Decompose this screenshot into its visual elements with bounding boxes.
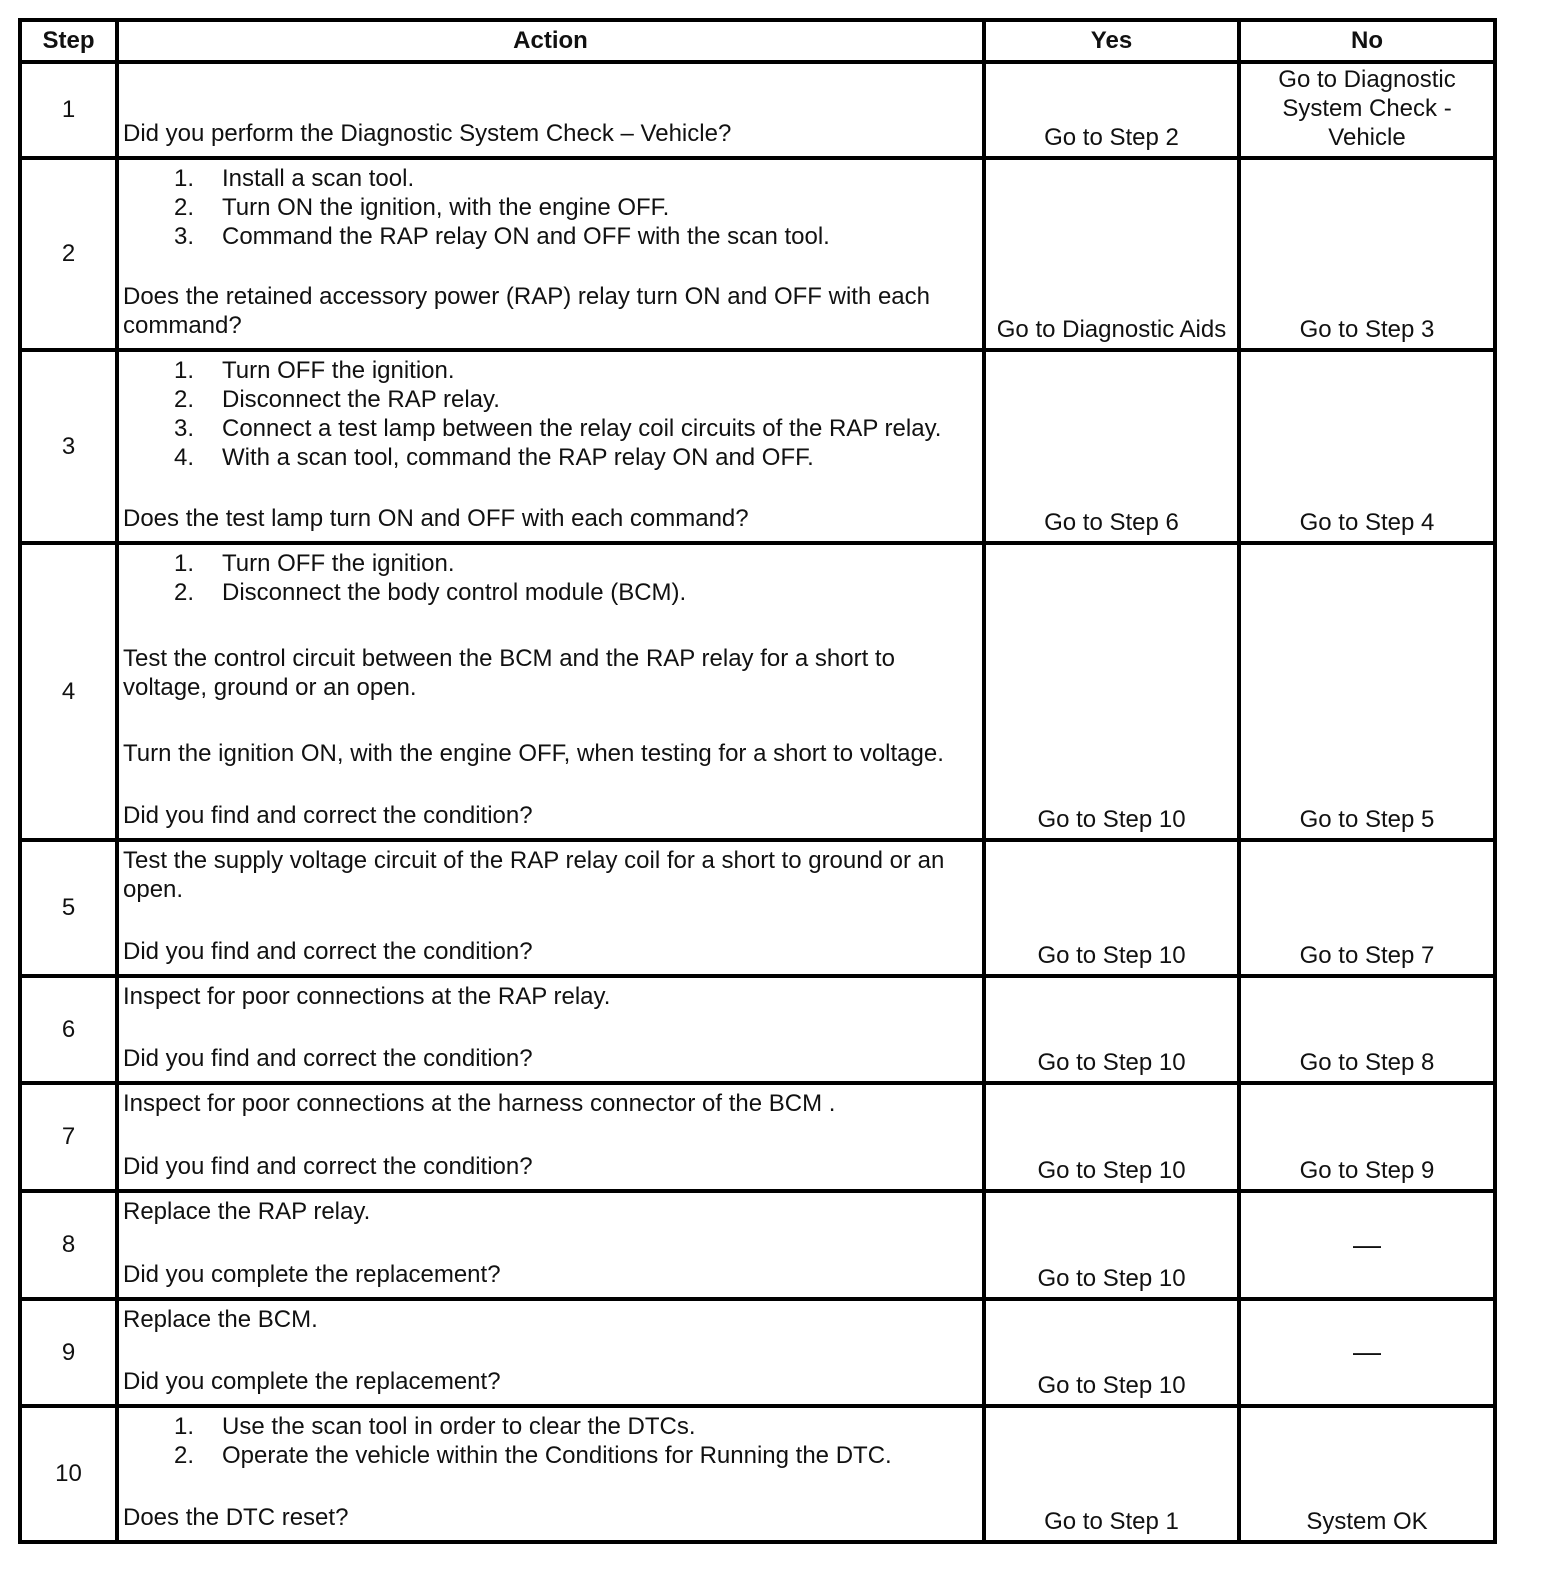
action-step-item [123,1412,976,1441]
table-header-row [20,20,1495,62]
yes-result [984,1191,1239,1299]
action-step-text: Command the RAP relay ON and OFF with the scan tool. [222,223,830,250]
yes-result-text: Go to Step 10 [1037,1372,1186,1399]
no-result-text: Go to Step 4 [1299,509,1435,536]
action-step-number: 1. [173,1413,194,1440]
step-number: 10 [20,1406,117,1542]
no-result [1239,158,1495,350]
header-action: Action [117,20,984,62]
action-step-item [123,222,976,251]
yes-result [984,543,1239,840]
action-steps-list [123,356,976,472]
action-step-text: Turn ON the ignition, with the engine OFF. [222,194,670,221]
yes-result-text: Go to Step 10 [1037,1157,1186,1184]
action-step-item [123,443,976,472]
step-number: 3 [20,350,117,543]
yes-result [984,1083,1239,1191]
yes-result [984,62,1239,158]
action-instruction: Turn the ignition ON, with the engine OFF, when testing for a short to voltage. [123,740,944,767]
yes-result [984,840,1239,976]
action-steps-list [123,1412,976,1470]
no-result-text: — [1353,1228,1381,1260]
yes-result [984,1299,1239,1406]
action-question: Did you find and correct the condition? [123,1045,533,1072]
yes-result-text: Go to Step 1 [1044,1508,1179,1535]
no-result-text: Go to Step 9 [1299,1157,1435,1184]
step-number: 4 [20,543,117,840]
action-steps-list [123,549,976,607]
yes-result-text: Go to Step 10 [1037,1265,1186,1292]
no-result [1239,840,1495,976]
action-question: Did you perform the Diagnostic System Check – Vehicle? [123,120,732,147]
action-instruction: Replace the BCM. [123,1306,318,1333]
action-instruction: Inspect for poor connections at the harness connector of the BCM . [123,1090,836,1117]
action-cell [117,840,984,976]
table-row [20,158,1495,350]
action-step-text: Use the scan tool in order to clear the DTCs. [222,1413,696,1440]
action-step-item [123,578,976,607]
action-step-item [123,1441,976,1470]
action-cell [117,543,984,840]
action-step-number: 4. [173,444,194,471]
no-result [1239,543,1495,840]
table-row [20,350,1495,543]
table-row [20,1191,1495,1299]
no-result [1239,62,1495,158]
header-no: No [1239,20,1495,62]
action-step-text: Disconnect the body control module (BCM). [222,579,687,606]
action-step-number: 1. [173,165,194,192]
no-result [1239,1406,1495,1542]
step-number: 9 [20,1299,117,1406]
table-row [20,840,1495,976]
step-number: 6 [20,976,117,1083]
action-cell [117,1299,984,1406]
action-step-item [123,164,976,193]
yes-result [984,1406,1239,1542]
step-number: 5 [20,840,117,976]
action-step-text: With a scan tool, command the RAP relay ON and OFF. [222,444,814,471]
yes-result-text: Go to Step 10 [1037,1049,1186,1076]
action-step-text: Turn OFF the ignition. [222,550,455,577]
step-number: 7 [20,1083,117,1191]
action-step-number: 2. [173,1442,194,1469]
yes-result-text: Go to Diagnostic Aids [996,316,1227,343]
yes-result [984,350,1239,543]
action-step-item [123,385,976,414]
action-cell [117,62,984,158]
table-row [20,543,1495,840]
yes-result-text: Go to Step 10 [1037,942,1186,969]
header-step: Step [20,20,117,62]
no-result-text: Go to Step 8 [1299,1049,1435,1076]
action-step-number: 3. [173,415,194,442]
no-result-text: — [1353,1336,1381,1367]
table-row [20,1299,1495,1406]
action-cell [117,158,984,350]
action-step-number: 2. [173,194,194,221]
action-step-text: Operate the vehicle within the Conditions for Running the DTC. [222,1442,892,1469]
action-cell [117,1083,984,1191]
table-body [20,62,1495,1542]
action-instruction: Test the control circuit between the BCM and the RAP relay for a short to voltage, ground or an open. [123,645,895,701]
table-row [20,976,1495,1083]
no-result [1239,1083,1495,1191]
action-question: Does the retained accessory power (RAP) relay turn ON and OFF with each command? [123,283,930,339]
action-step-item [123,414,976,443]
action-question: Did you complete the replacement? [123,1261,501,1288]
action-question: Did you find and correct the condition? [123,802,533,829]
no-result-text: Go to Step 3 [1299,316,1435,343]
diagnostic-table-wrapper [18,18,1497,1544]
step-number: 8 [20,1191,117,1299]
no-result [1239,976,1495,1083]
table-row [20,62,1495,158]
action-step-item [123,549,976,578]
action-step-number: 2. [173,386,194,413]
yes-result-text: Go to Step 6 [1044,509,1179,536]
no-result [1239,1299,1495,1406]
yes-result-text: Go to Step 2 [1044,124,1179,151]
action-steps-list [123,164,976,251]
action-question: Does the test lamp turn ON and OFF with each command? [123,505,749,532]
no-result [1239,350,1495,543]
table-row [20,1406,1495,1542]
yes-result [984,158,1239,350]
action-question: Did you complete the replacement? [123,1368,501,1395]
action-step-item [123,193,976,222]
diagnostic-table [18,18,1497,1544]
action-step-text: Connect a test lamp between the relay coil circuits of the RAP relay. [222,415,942,442]
yes-result [984,976,1239,1083]
action-cell [117,1191,984,1299]
yes-result-text: Go to Step 10 [1037,806,1186,833]
action-instruction: Replace the RAP relay. [123,1198,371,1225]
action-cell [117,976,984,1083]
action-step-text: Disconnect the RAP relay. [222,386,500,413]
action-step-number: 1. [173,550,194,577]
header-yes: Yes [984,20,1239,62]
action-question: Did you find and correct the condition? [123,938,533,965]
action-step-number: 2. [173,579,194,606]
action-step-number: 3. [173,223,194,250]
no-result-text: Go to Step 5 [1299,806,1435,833]
action-question: Does the DTC reset? [123,1504,349,1531]
no-result-text: Go to Diagnostic System Check - Vehicle [1278,66,1456,151]
action-question: Did you find and correct the condition? [123,1153,533,1180]
step-number: 1 [20,62,117,158]
action-step-item [123,356,976,385]
action-step-number: 1. [173,357,194,384]
action-cell [117,1406,984,1542]
no-result-text: System OK [1306,1508,1428,1535]
action-step-text: Turn OFF the ignition. [222,357,455,384]
action-step-text: Install a scan tool. [222,165,415,192]
step-number: 2 [20,158,117,350]
action-instruction: Test the supply voltage circuit of the RAP relay coil for a short to ground or an open. [123,847,945,903]
action-cell [117,350,984,543]
action-instruction: Inspect for poor connections at the RAP relay. [123,983,611,1010]
no-result [1239,1191,1495,1299]
table-row [20,1083,1495,1191]
no-result-text: Go to Step 7 [1299,942,1435,969]
